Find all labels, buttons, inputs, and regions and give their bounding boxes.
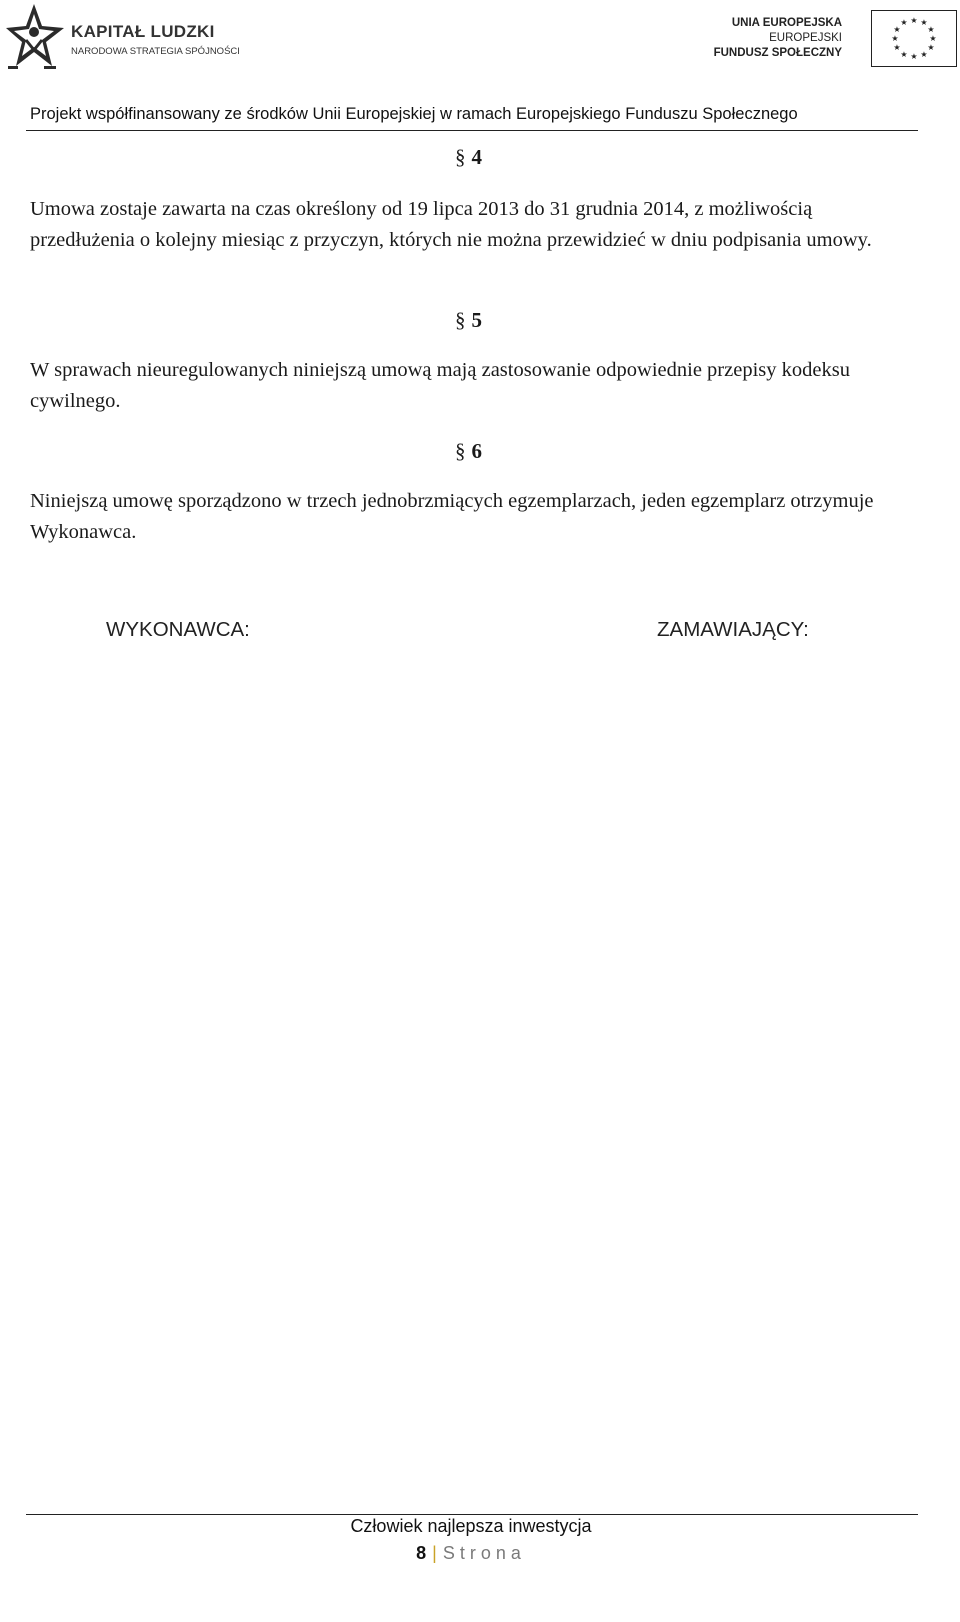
footer-slogan: Człowiek najlepsza inwestycja: [350, 1516, 592, 1536]
eu-flag-icon: [871, 10, 957, 67]
section-symbol: §: [455, 145, 466, 169]
svg-text:★: ★: [920, 50, 928, 59]
svg-text:★: ★: [893, 25, 901, 34]
svg-text:★: ★: [910, 52, 918, 61]
project-cofinancing-line: Projekt współfinansowany ze środków Unii Europejskiej w ramach Europejskiego Funduszu Społecznego: [30, 105, 798, 123]
section-5-heading: [455, 308, 482, 333]
signature-contractor-label: WYKONAWCA:: [106, 618, 250, 641]
section-5-paragraph: W sprawach nieuregulowanych niniejszą umową mają zastosowanie odpowiednie przepisy kodeksu cywilnego.: [30, 359, 850, 412]
eu-line-3: FUNDUSZ SPOŁECZNY: [713, 47, 842, 59]
eu-line-1: UNIA EUROPEJSKA: [731, 17, 842, 29]
page-number-line: [0, 1543, 942, 1564]
document-header: [0, 0, 960, 135]
footer-divider: [26, 1514, 918, 1515]
signature-client-label: ZAMAWIAJĄCY:: [657, 618, 809, 641]
page-number: 8: [416, 1543, 427, 1563]
svg-text:★: ★: [900, 50, 908, 59]
section-6-heading: [455, 439, 482, 464]
svg-text:★: ★: [891, 34, 899, 43]
eu-line-2: EUROPEJSKI: [769, 32, 842, 44]
kapital-ludzki-subtitle: NARODOWA STRATEGIA SPÓJNOŚCI: [71, 46, 240, 57]
svg-text:★: ★: [927, 25, 935, 34]
kapital-ludzki-title: KAPITAŁ LUDZKI: [71, 22, 215, 41]
svg-text:★: ★: [893, 43, 901, 52]
eu-stars-icon: [872, 11, 956, 66]
kapital-ludzki-logo: [4, 2, 244, 74]
kapital-ludzki-star-icon: [4, 2, 66, 74]
svg-text:★: ★: [900, 18, 908, 27]
section-6-paragraph: Niniejszą umowę sporządzono w trzech jednobrzmiących egzemplarzach, jeden egzemplarz otrzymuje Wykonawca.: [30, 490, 874, 543]
section-4-paragraph: Umowa zostaje zawarta na czas określony od 19 lipca 2013 do 31 grudnia 2014, z możliwością przedłużenia o kolejny miesiąc z przyczyn, których nie można przewidzieć w dniu podpisania umowy.: [30, 198, 872, 251]
page-separator: |: [432, 1543, 437, 1563]
svg-text:★: ★: [929, 34, 937, 43]
svg-text:★: ★: [910, 16, 918, 25]
header-divider: [26, 130, 918, 131]
svg-text:★: ★: [927, 43, 935, 52]
section-symbol: §: [455, 439, 466, 463]
section-number: 5: [471, 308, 482, 332]
page-word: Strona: [442, 1543, 526, 1563]
section-4-heading: [455, 145, 482, 170]
svg-text:★: ★: [920, 18, 928, 27]
eu-logo-text: [714, 16, 842, 61]
section-number: 6: [471, 439, 482, 463]
section-number: 4: [471, 145, 482, 169]
section-symbol: §: [455, 308, 466, 332]
